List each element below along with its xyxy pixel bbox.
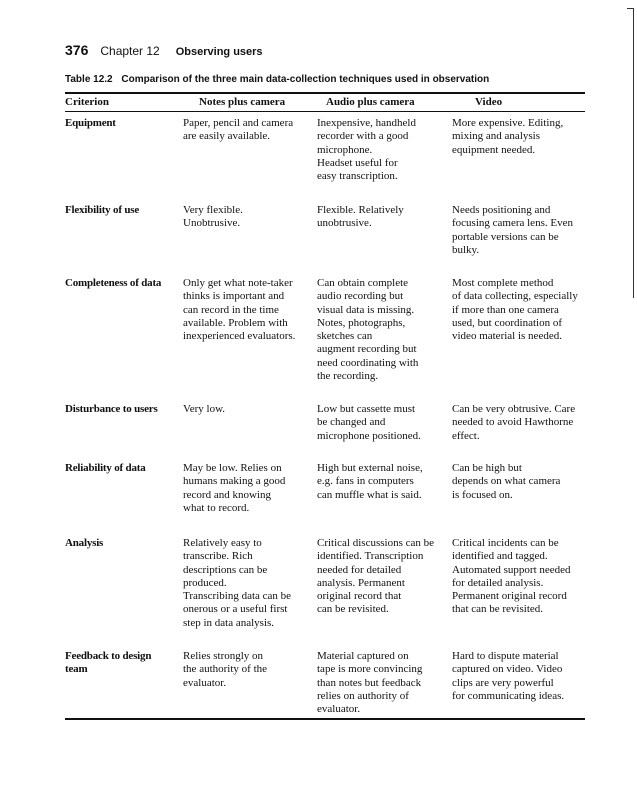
cell-line: Needs positioning and bbox=[452, 204, 551, 216]
cell-video bbox=[452, 537, 588, 617]
cell-line: Reliability of data bbox=[65, 462, 146, 474]
cell-line: effect. bbox=[452, 429, 480, 442]
cell-criterion bbox=[65, 650, 177, 677]
cell-line: audio recording but bbox=[317, 290, 404, 303]
cell-line: Relies strongly on bbox=[183, 650, 264, 662]
page-number: 376 bbox=[65, 42, 89, 58]
cell-video bbox=[452, 204, 588, 257]
cell-line: clips are very powerful bbox=[452, 676, 554, 689]
cell-line: bulky. bbox=[452, 243, 480, 256]
cell-line: sketches can bbox=[317, 330, 373, 343]
cell-line: microphone. bbox=[317, 143, 373, 156]
cell-line: analysis. Permanent bbox=[317, 576, 405, 589]
cell-line: the authority of the bbox=[183, 663, 268, 676]
cell-line: produced. bbox=[183, 576, 227, 589]
column-header-audio: Audio plus camera bbox=[326, 96, 415, 108]
cell-line: microphone positioned. bbox=[317, 429, 421, 442]
cell-line: portable versions can be bbox=[452, 230, 559, 243]
cell-line: mixing and analysis bbox=[452, 130, 540, 143]
table-header-rule bbox=[65, 111, 585, 112]
cell-line: record and knowing bbox=[183, 488, 271, 501]
table-caption-text: Comparison of the three main data-collection techniques used in observation bbox=[121, 74, 490, 85]
cell-line: augment recording but bbox=[317, 343, 417, 356]
cell-line: Permanent original record bbox=[452, 590, 567, 603]
cell-line: captured on video. Video bbox=[452, 663, 563, 676]
cell-line: the recording. bbox=[317, 370, 379, 383]
cell-line: More expensive. Editing, bbox=[452, 117, 564, 129]
cell-line: original record that bbox=[317, 590, 402, 603]
cell-line: High but external noise, bbox=[317, 462, 423, 474]
cell-line: Automated support needed bbox=[452, 563, 571, 576]
cell-line: used, but coordination of bbox=[452, 316, 562, 329]
cell-criterion bbox=[65, 204, 177, 217]
cell-line: Low but cassette must bbox=[317, 403, 416, 415]
cell-line: that can be revisited. bbox=[452, 603, 544, 616]
cell-line: for communicating ideas. bbox=[452, 689, 565, 702]
cell-line: step in data analysis. bbox=[183, 616, 275, 629]
cell-line: onerous or a useful first bbox=[183, 603, 288, 616]
cell-line: Hard to dispute material bbox=[452, 650, 559, 662]
cell-criterion bbox=[65, 462, 177, 475]
cell-line: May be low. Relies on bbox=[183, 462, 282, 474]
cell-line: Very flexible. bbox=[183, 204, 243, 216]
cell-line: visual data is missing. bbox=[317, 303, 415, 316]
cell-line: Can be high but bbox=[452, 462, 522, 474]
cell-line: for detailed analysis. bbox=[452, 576, 544, 589]
cell-criterion bbox=[65, 117, 177, 130]
cell-video bbox=[452, 462, 588, 502]
cell-line: identified and tagged. bbox=[452, 550, 548, 563]
cell-notes bbox=[183, 403, 311, 416]
cell-line: what to record. bbox=[183, 501, 250, 514]
cell-line: Most complete method bbox=[452, 277, 554, 289]
cell-line: equipment needed. bbox=[452, 143, 536, 156]
cell-line: Disturbance to users bbox=[65, 403, 158, 415]
cell-line: Headset useful for bbox=[317, 156, 398, 169]
cell-notes bbox=[183, 650, 311, 690]
cell-line: inexperienced evaluators. bbox=[183, 330, 296, 343]
cell-audio bbox=[317, 462, 447, 502]
cell-line: Transcribing data can be bbox=[183, 590, 292, 603]
cell-line: Notes, photographs, bbox=[317, 316, 406, 329]
cell-line: Feedback to design bbox=[65, 650, 152, 662]
cell-audio bbox=[317, 650, 447, 716]
cell-line: Can obtain complete bbox=[317, 277, 409, 289]
column-header-video: Video bbox=[475, 96, 503, 108]
table-caption-number: Table 12.2 bbox=[65, 74, 113, 85]
cell-line: than notes but feedback bbox=[317, 676, 422, 689]
cell-line: Flexibility of use bbox=[65, 204, 140, 216]
chapter-title: Observing users bbox=[175, 46, 263, 58]
cell-line: can record in the time bbox=[183, 303, 279, 316]
cell-line: Material captured on bbox=[317, 650, 409, 662]
cell-line: be changed and bbox=[317, 416, 386, 429]
cell-line: unobtrusive. bbox=[317, 217, 372, 230]
table-bottom-rule bbox=[65, 718, 585, 720]
cell-notes bbox=[183, 537, 311, 630]
cell-line: Relatively easy to bbox=[183, 537, 262, 549]
cell-video bbox=[452, 650, 588, 703]
cell-criterion bbox=[65, 403, 177, 416]
cell-line: e.g. fans in computers bbox=[317, 475, 414, 488]
cell-criterion bbox=[65, 537, 177, 550]
cell-line: of data collecting, especially bbox=[452, 290, 578, 303]
cell-line: Only get what note-taker bbox=[183, 277, 293, 289]
cell-line: needed for detailed bbox=[317, 563, 402, 576]
page-header bbox=[65, 42, 263, 60]
cell-line: humans making a good bbox=[183, 475, 286, 488]
cell-line: easy transcription. bbox=[317, 170, 398, 183]
cell-video bbox=[452, 117, 588, 157]
cell-line: focusing camera lens. Even bbox=[452, 217, 573, 230]
cell-line: identified. Transcription bbox=[317, 550, 424, 563]
chapter-label: Chapter 12 bbox=[100, 44, 160, 58]
cell-line: depends on what camera bbox=[452, 475, 561, 488]
column-header-criterion: Criterion bbox=[65, 96, 109, 108]
cell-line: Very low. bbox=[183, 403, 226, 415]
cell-line: tape is more convincing bbox=[317, 663, 423, 676]
cell-line: Flexible. Relatively bbox=[317, 204, 404, 216]
cell-line: video material is needed. bbox=[452, 330, 562, 343]
cell-line: Inexpensive, handheld bbox=[317, 117, 416, 129]
cell-line: is focused on. bbox=[452, 488, 513, 501]
cell-line: evaluator. bbox=[183, 676, 227, 689]
cell-line: Critical discussions can be bbox=[317, 537, 435, 549]
cell-criterion bbox=[65, 277, 177, 290]
cell-audio bbox=[317, 537, 447, 617]
cell-line: Completeness of data bbox=[65, 277, 162, 289]
cell-line: are easily available. bbox=[183, 130, 271, 143]
page-edge-line bbox=[633, 8, 634, 298]
cell-notes bbox=[183, 277, 311, 343]
cell-line: needed to avoid Hawthorne bbox=[452, 416, 574, 429]
cell-line: can be revisited. bbox=[317, 603, 389, 616]
cell-line: Analysis bbox=[65, 537, 104, 549]
cell-line: transcribe. Rich bbox=[183, 550, 253, 563]
cell-line: Can be very obtrusive. Care bbox=[452, 403, 576, 415]
cell-line: evaluator. bbox=[317, 703, 361, 716]
cell-audio bbox=[317, 277, 447, 383]
cell-line: relies on authority of bbox=[317, 689, 409, 702]
cell-notes bbox=[183, 117, 311, 144]
cell-audio bbox=[317, 403, 447, 443]
cell-line: need coordinating with bbox=[317, 356, 419, 369]
cell-line: team bbox=[65, 663, 88, 676]
cell-line: descriptions can be bbox=[183, 563, 268, 576]
page-edge-tick bbox=[627, 8, 634, 9]
cell-line: thinks is important and bbox=[183, 290, 285, 303]
cell-line: Critical incidents can be bbox=[452, 537, 559, 549]
cell-line: Equipment bbox=[65, 117, 116, 129]
cell-notes bbox=[183, 462, 311, 515]
cell-line: available. Problem with bbox=[183, 316, 288, 329]
cell-notes bbox=[183, 204, 311, 231]
cell-audio bbox=[317, 204, 447, 231]
column-header-notes: Notes plus camera bbox=[199, 96, 286, 108]
cell-audio bbox=[317, 117, 447, 183]
cell-line: can muffle what is said. bbox=[317, 488, 422, 501]
cell-line: if more than one camera bbox=[452, 303, 559, 316]
cell-line: recorder with a good bbox=[317, 130, 409, 143]
cell-video bbox=[452, 277, 588, 343]
table-caption bbox=[65, 74, 489, 85]
table-top-rule bbox=[65, 92, 585, 94]
cell-line: Paper, pencil and camera bbox=[183, 117, 294, 129]
cell-video bbox=[452, 403, 588, 443]
cell-line: Unobtrusive. bbox=[183, 217, 241, 230]
